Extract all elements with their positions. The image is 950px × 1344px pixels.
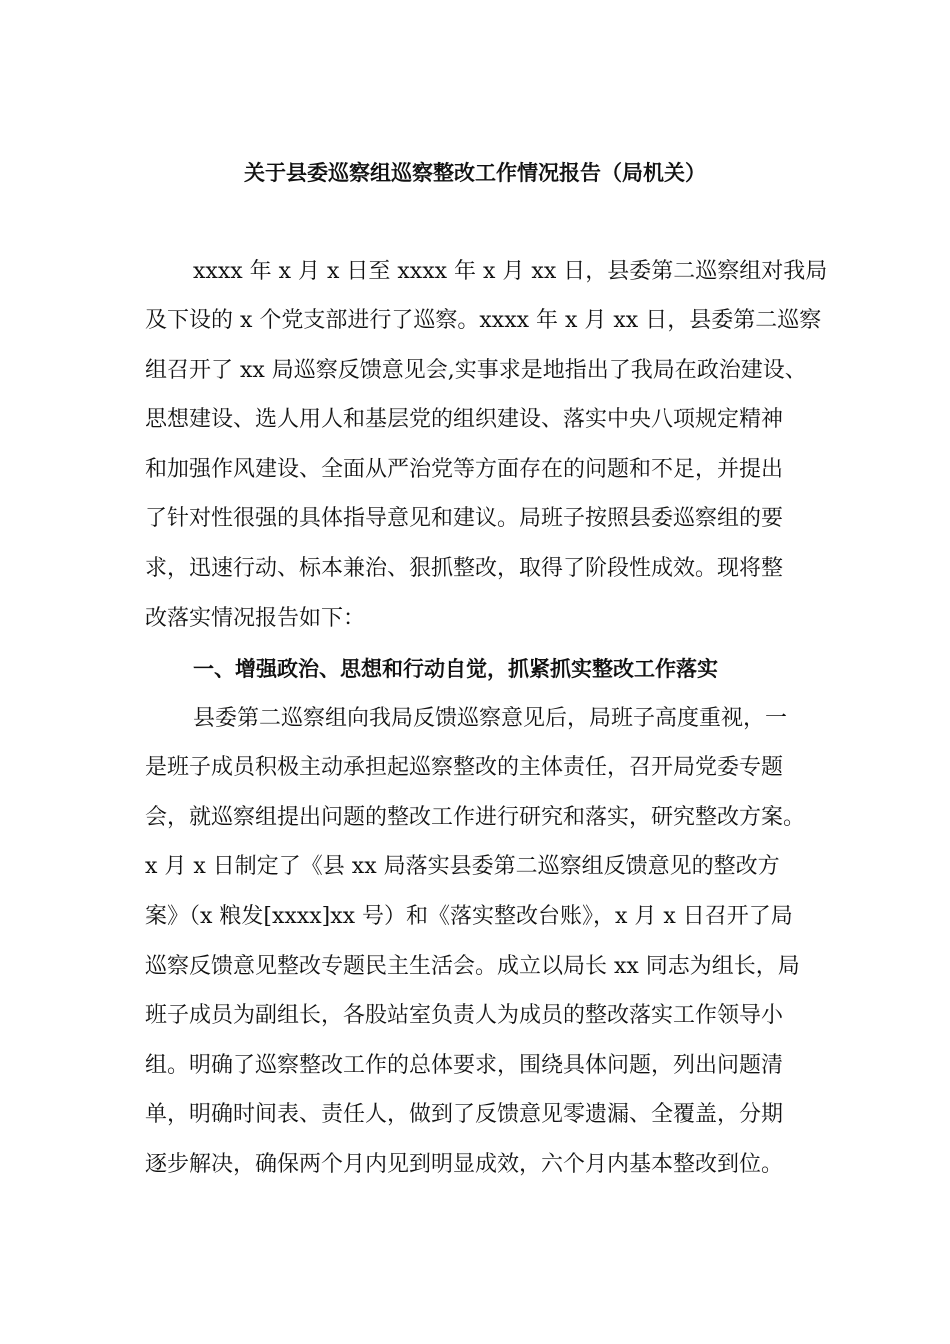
paragraph-line: 是班子成员积极主动承担起巡察整改的主体责任，召开局党委专题 [145, 755, 784, 780]
paragraph-line: 思想建设、选人用人和基层党的组织建设、落实中央八项规定精神 [145, 407, 784, 432]
paragraph-line: 了针对性很强的具体指导意见和建议。局班子按照县委巡察组的要 [145, 506, 784, 531]
paragraph-line: 单，明确时间表、责任人，做到了反馈意见零遗漏、全覆盖，分期 [145, 1102, 784, 1127]
paragraph-line: 求，迅速行动、标本兼治、狠抓整改，取得了阶段性成效。现将整 [145, 556, 784, 581]
paragraph-line: 县委第二巡察组向我局反馈巡察意见后，局班子高度重视，一 [193, 706, 788, 731]
paragraph-line: 巡察反馈意见整改专题民主生活会。成立以局长 xx 同志为组长，局 [145, 954, 800, 979]
paragraph-line: xxxx 年 x 月 x 日至 xxxx 年 x 月 xx 日，县委第二巡察组对我局 [193, 259, 828, 284]
paragraph-line: 及下设的 x 个党支部进行了巡察。xxxx 年 x 月 xx 日，县委第二巡察 [145, 308, 822, 333]
paragraph-line: 案》（x 粮发[xxxx]xx 号）和《落实整改台账》，x 月 x 日召开了局 [145, 904, 793, 929]
paragraph-line: x 月 x 日制定了《县 xx 局落实县委第二巡察组反馈意见的整改方 [145, 854, 780, 879]
section-heading: 一、增强政治、思想和行动自觉，抓紧抓实整改工作落实 [193, 656, 718, 681]
paragraph-line: 改落实情况报告如下： [145, 606, 366, 631]
document-title: 关于县委巡察组巡察整改工作情况报告（局机关） [244, 160, 706, 185]
paragraph-line: 组。明确了巡察整改工作的总体要求，围绕具体问题，列出问题清 [145, 1053, 784, 1078]
paragraph-line: 和加强作风建设、全面从严治党等方面存在的问题和不足，并提出 [145, 457, 784, 482]
paragraph-line: 班子成员为副组长，各股站室负责人为成员的整改落实工作领导小 [145, 1003, 784, 1028]
paragraph-line: 会，就巡察组提出问题的整改工作进行研究和落实，研究整改方案。 [145, 805, 806, 830]
paragraph-line: 逐步解决，确保两个月内见到明显成效，六个月内基本整改到位。 [145, 1152, 784, 1177]
paragraph-line: 组召开了 xx 局巡察反馈意见会,实事求是地指出了我局在政治建设、 [145, 358, 807, 383]
